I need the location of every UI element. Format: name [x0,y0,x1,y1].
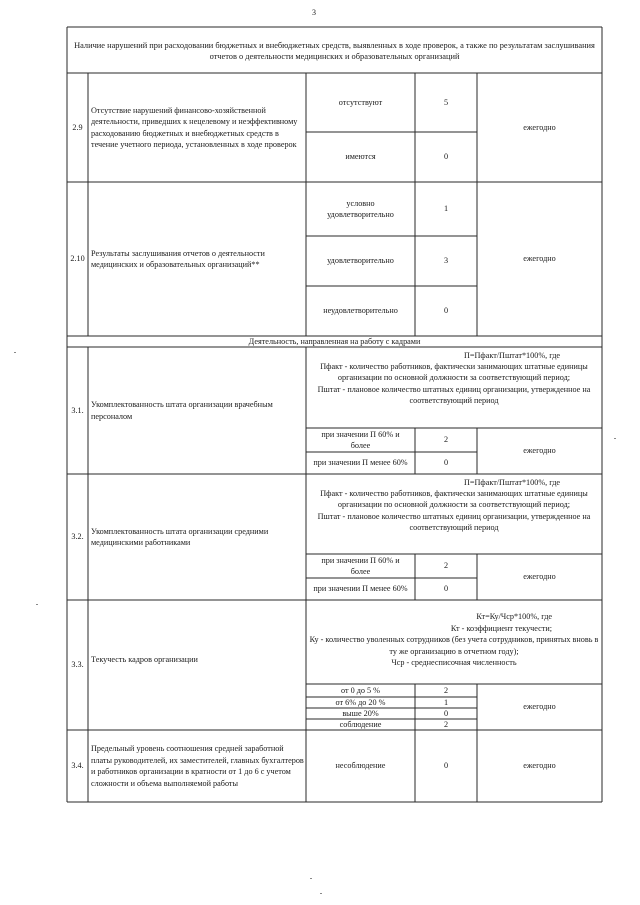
row-2-10-criterion: Результаты заслушивания отчетов о деятельности медицинских и образовательных организаций** [91,248,265,269]
row-2-9-period: ежегодно [523,122,556,132]
row-3-1-definition-fact: Пфакт - количество работников, фактически занимающих штатные единицы организации по основной должности за соответствующий период; [320,362,588,383]
row-3-3-period: ежегодно [523,702,556,712]
row-3-4-score-noncompliance: 0 [443,761,449,771]
row-3-2-period: ежегодно [523,572,556,582]
row-3-2-formula-block [308,477,600,553]
row-3-1-option-60-plus: при значении П 60% и более [321,429,400,450]
row-3-3-number: 3.3. [71,660,84,670]
row-3-4-option-noncompliance: несоблюдение [335,761,386,771]
row-3-4-option-compliance: соблюдение [339,719,382,729]
row-3-1-score-below-60: 0 [443,458,449,468]
row-3-4-criterion: Предельный уровень соотношения средней заработной платы руководителей, их заместителей, главных бухгалтеров и работников организации в кратности от 1 до 6 с учетом сложности и объема выполняемой работы [91,744,304,788]
scan-speck [320,893,322,894]
row-3-2-score-below-60: 0 [443,584,449,594]
scan-speck [310,878,312,879]
row-3-3-score-above-20: 0 [443,708,449,718]
row-3-3-option-0-5: от 0 до 5 % [340,685,381,695]
row-3-1-formula-block [308,350,600,426]
row-2-10-number: 2.10 [70,254,85,264]
row-3-3-criterion: Текучесть кадров организации [91,655,198,665]
row-3-2-formula: П=Пфакт/Пштат*100%, где [463,478,560,487]
scan-speck [36,604,38,605]
row-3-1-period: ежегодно [523,446,556,456]
row-3-2-score-60-plus: 2 [443,561,449,571]
row-2-10-option-satisfactory: удовлетворительно [327,256,394,266]
row-3-3-option-above-20: выше 20% [342,708,379,718]
row-2-9-number: 2.9 [72,122,83,132]
table-header: Наличие нарушений при расходовании бюджетных и внебюджетных средств, выявленных в ходе проверок, а также по результатам заслушивания отчетов о деятельности медицинских и образовательных организаций [74,40,595,61]
row-2-9-option-absent: отсутствуют [338,97,383,107]
row-2-9-criterion: Отсутствие нарушений финансово-хозяйственной деятельности, приведших к нецелевому и неэффективному расходованию бюджетных и внебюджетных средств в течение учетного периода, установленных в ходе проверок [91,105,298,149]
section-header: Деятельность, направленная на работу с кадрами [248,336,421,346]
row-2-10-score-conditional: 1 [443,204,449,214]
row-3-1-criterion: Укомплектованность штата организации врачебным персоналом [91,400,273,421]
row-3-3-score-6-20: 1 [443,697,449,707]
row-3-1-option-below-60: при значении П менее 60% [313,458,408,468]
scan-speck [14,352,16,353]
row-3-3-definition-coef: Кт - коэффициент текучести; [450,623,552,633]
row-3-2-definition-staff: Пштат - плановое количество штатных единиц организации, утвержденное на соответствующий период [317,511,591,532]
page-number: 3 [312,8,316,17]
row-2-10-score-unsatisfactory: 0 [443,306,449,316]
row-2-9-score-present: 0 [443,152,449,162]
row-3-3-definition-dismissed: Ку - количество уволенных сотрудников (без учета сотрудников, принятых вновь в ту же организацию в отчетном году); [309,635,599,656]
row-2-10-score-satisfactory: 3 [443,256,449,266]
row-3-4-score-compliance: 2 [443,719,449,729]
row-3-1-score-60-plus: 2 [443,435,449,445]
row-2-9-score-absent: 5 [443,97,449,107]
row-3-2-criterion: Укомплектованность штата организации средними медицинскими работниками [91,526,269,547]
row-3-3-formula-block [308,611,600,681]
row-3-4-number: 3.4. [71,761,84,771]
row-3-2-definition-fact: Пфакт - количество работников, фактически занимающих штатные единицы организации по основной должности за соответствующий период; [320,489,588,510]
row-3-1-formula: П=Пфакт/Пштат*100%, где [463,351,560,360]
row-2-10-period: ежегодно [523,254,556,264]
row-2-9-option-present: имеются [345,152,376,162]
row-3-2-option-60-plus: при значении П 60% и более [321,555,400,576]
row-2-10-option-unsatisfactory: неудовлетворительно [323,306,398,316]
row-3-4-period: ежегодно [523,761,556,771]
row-3-2-number: 3.2. [71,532,84,542]
scan-speck [614,438,616,439]
row-3-3-score-0-5: 2 [443,685,449,695]
row-3-1-number: 3.1. [71,405,84,415]
row-3-2-option-below-60: при значении П менее 60% [313,584,408,594]
row-2-10-option-conditional: условно удовлетворительно [327,198,394,219]
row-3-1-definition-staff: Пштат - плановое количество штатных единиц организации, утвержденное на соответствующий период [317,384,591,405]
row-3-3-option-6-20: от 6% до 20 % [335,697,386,707]
row-3-3-definition-average: Чср - среднесписочная численность [391,658,517,668]
row-3-3-formula: Кт=Ку/Чср*100%, где [476,612,552,621]
